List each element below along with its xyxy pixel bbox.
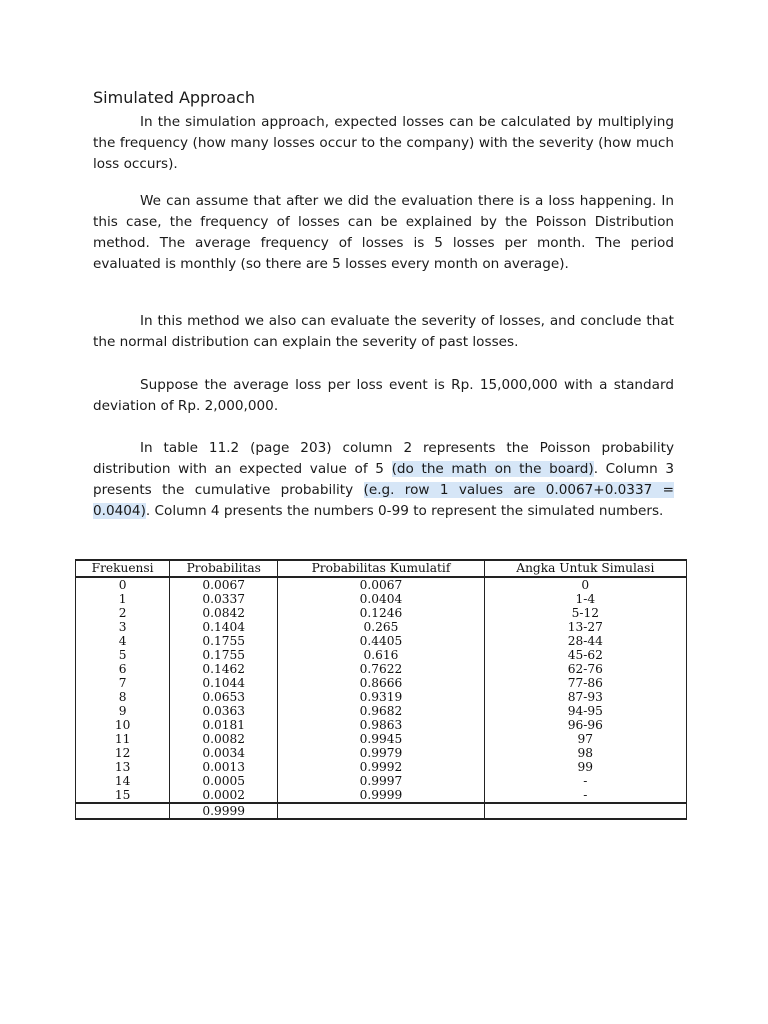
cell-frekuensi: 4 xyxy=(76,634,170,648)
cell-frekuensi: 3 xyxy=(76,620,170,634)
cell-angka-simulasi: 13-27 xyxy=(484,620,686,634)
cell-frekuensi: 13 xyxy=(76,760,170,774)
cell-kumulatif: 0.9979 xyxy=(278,746,484,760)
total-cell-probabilitas: 0.9999 xyxy=(170,803,278,819)
cell-probabilitas: 0.0653 xyxy=(170,690,278,704)
cell-angka-simulasi: 45-62 xyxy=(484,648,686,662)
table-row xyxy=(76,620,687,634)
cell-kumulatif: 0.616 xyxy=(278,648,484,662)
table-row xyxy=(76,760,687,774)
cell-probabilitas: 0.0034 xyxy=(170,746,278,760)
cell-angka-simulasi: 98 xyxy=(484,746,686,760)
cell-frekuensi: 9 xyxy=(76,704,170,718)
table-row xyxy=(76,592,687,606)
table-row xyxy=(76,718,687,732)
cell-probabilitas: 0.0337 xyxy=(170,592,278,606)
cell-kumulatif: 0.9945 xyxy=(278,732,484,746)
cell-frekuensi: 14 xyxy=(76,774,170,788)
cell-frekuensi: 8 xyxy=(76,690,170,704)
cell-angka-simulasi: 96-96 xyxy=(484,718,686,732)
cell-kumulatif: 0.4405 xyxy=(278,634,484,648)
cell-probabilitas: 0.0082 xyxy=(170,732,278,746)
header-frekuensi: Frekuensi xyxy=(76,560,170,577)
cell-angka-simulasi: 5-12 xyxy=(484,606,686,620)
cell-kumulatif: 0.9319 xyxy=(278,690,484,704)
table-row xyxy=(76,606,687,620)
cell-frekuensi: 0 xyxy=(76,577,170,592)
cell-probabilitas: 0.0181 xyxy=(170,718,278,732)
cell-kumulatif: 0.265 xyxy=(278,620,484,634)
cell-kumulatif: 0.9992 xyxy=(278,760,484,774)
table-header-row xyxy=(76,560,687,577)
section-heading: Simulated Approach xyxy=(93,88,255,107)
table-row xyxy=(76,774,687,788)
cell-angka-simulasi: 0 xyxy=(484,577,686,592)
cell-angka-simulasi: - xyxy=(484,788,686,803)
cell-kumulatif: 0.7622 xyxy=(278,662,484,676)
cell-kumulatif: 0.9997 xyxy=(278,774,484,788)
paragraph-average-loss: Suppose the average loss per loss event is Rp. 15,000,000 with a standard deviation of Rp. 2,000,000. xyxy=(93,377,674,414)
cell-probabilitas: 0.0005 xyxy=(170,774,278,788)
header-angka-untuk-simulasi: Angka Untuk Simulasi xyxy=(484,560,686,577)
cell-frekuensi: 2 xyxy=(76,606,170,620)
cell-kumulatif: 0.0067 xyxy=(278,577,484,592)
cell-probabilitas: 0.0002 xyxy=(170,788,278,803)
table-row xyxy=(76,662,687,676)
table-row xyxy=(76,577,687,592)
cell-kumulatif: 0.9999 xyxy=(278,788,484,803)
cell-kumulatif: 0.8666 xyxy=(278,676,484,690)
cell-kumulatif: 0.9682 xyxy=(278,704,484,718)
table-row xyxy=(76,746,687,760)
cell-angka-simulasi: - xyxy=(484,774,686,788)
cell-kumulatif: 0.0404 xyxy=(278,592,484,606)
paragraph-frequency: We can assume that after we did the evaluation there is a loss happening. In this case, the frequency of losses can be explained by the Poisson Distribution method. The average frequency of losses is 5 losses per month. The period evaluated is monthly (so there are 5 losses every month on average). xyxy=(93,193,674,272)
cell-kumulatif: 0.9863 xyxy=(278,718,484,732)
cell-probabilitas: 0.1044 xyxy=(170,676,278,690)
cell-probabilitas: 0.1755 xyxy=(170,648,278,662)
table-row xyxy=(76,634,687,648)
cell-frekuensi: 5 xyxy=(76,648,170,662)
cell-angka-simulasi: 62-76 xyxy=(484,662,686,676)
cell-probabilitas: 0.0363 xyxy=(170,704,278,718)
paragraph-simulation-intro: In the simulation approach, expected losses can be calculated by multiplying the frequency (how many losses occur to the company) with the severity (how much loss occurs). xyxy=(93,114,674,172)
table-row xyxy=(76,676,687,690)
cell-frekuensi: 1 xyxy=(76,592,170,606)
cell-frekuensi: 6 xyxy=(76,662,170,676)
total-cell-angka-simulasi xyxy=(484,803,686,819)
paragraph-severity: In this method we also can evaluate the severity of losses, and conclude that the normal distribution can explain the severity of past losses. xyxy=(93,313,674,350)
cell-probabilitas: 0.1404 xyxy=(170,620,278,634)
cell-probabilitas: 0.0842 xyxy=(170,606,278,620)
cell-angka-simulasi: 99 xyxy=(484,760,686,774)
table-row xyxy=(76,690,687,704)
cell-angka-simulasi: 94-95 xyxy=(484,704,686,718)
p5-text-1: In table 11.2 (page 203) column 2 represents the Poisson probability distribution with an expected value of 5 xyxy=(93,440,674,477)
cell-frekuensi: 15 xyxy=(76,788,170,803)
highlight-math-note: (do the math on the board) xyxy=(391,461,594,477)
table-row xyxy=(76,704,687,718)
cell-probabilitas: 0.0013 xyxy=(170,760,278,774)
table-row xyxy=(76,788,687,803)
cell-probabilitas: 0.1755 xyxy=(170,634,278,648)
cell-probabilitas: 0.0067 xyxy=(170,577,278,592)
highlight-example: (e.g. row 1 values are 0.0067+0.0337 = 0.0404) xyxy=(93,482,674,519)
total-cell-kumulatif xyxy=(278,803,484,819)
cell-angka-simulasi: 97 xyxy=(484,732,686,746)
total-cell-frekuensi xyxy=(76,803,170,819)
cell-kumulatif: 0.1246 xyxy=(278,606,484,620)
p5-text-2: . Column 3 presents the cumulative probability xyxy=(93,461,675,498)
cell-angka-simulasi: 77-86 xyxy=(484,676,686,690)
header-probabilitas: Probabilitas xyxy=(170,560,278,577)
cell-frekuensi: 11 xyxy=(76,732,170,746)
cell-angka-simulasi: 28-44 xyxy=(484,634,686,648)
cell-frekuensi: 7 xyxy=(76,676,170,690)
poisson-simulation-table xyxy=(75,559,687,820)
table-total-row xyxy=(76,803,687,819)
p5-text-3: . Column 4 presents the numbers 0-99 to represent the simulated numbers. xyxy=(145,503,664,519)
cell-frekuensi: 12 xyxy=(76,746,170,760)
cell-angka-simulasi: 1-4 xyxy=(484,592,686,606)
table-row xyxy=(76,732,687,746)
header-probabilitas-kumulatif: Probabilitas Kumulatif xyxy=(278,560,484,577)
cell-frekuensi: 10 xyxy=(76,718,170,732)
table-row xyxy=(76,648,687,662)
cell-angka-simulasi: 87-93 xyxy=(484,690,686,704)
paragraph-table-explanation xyxy=(93,438,674,522)
cell-probabilitas: 0.1462 xyxy=(170,662,278,676)
